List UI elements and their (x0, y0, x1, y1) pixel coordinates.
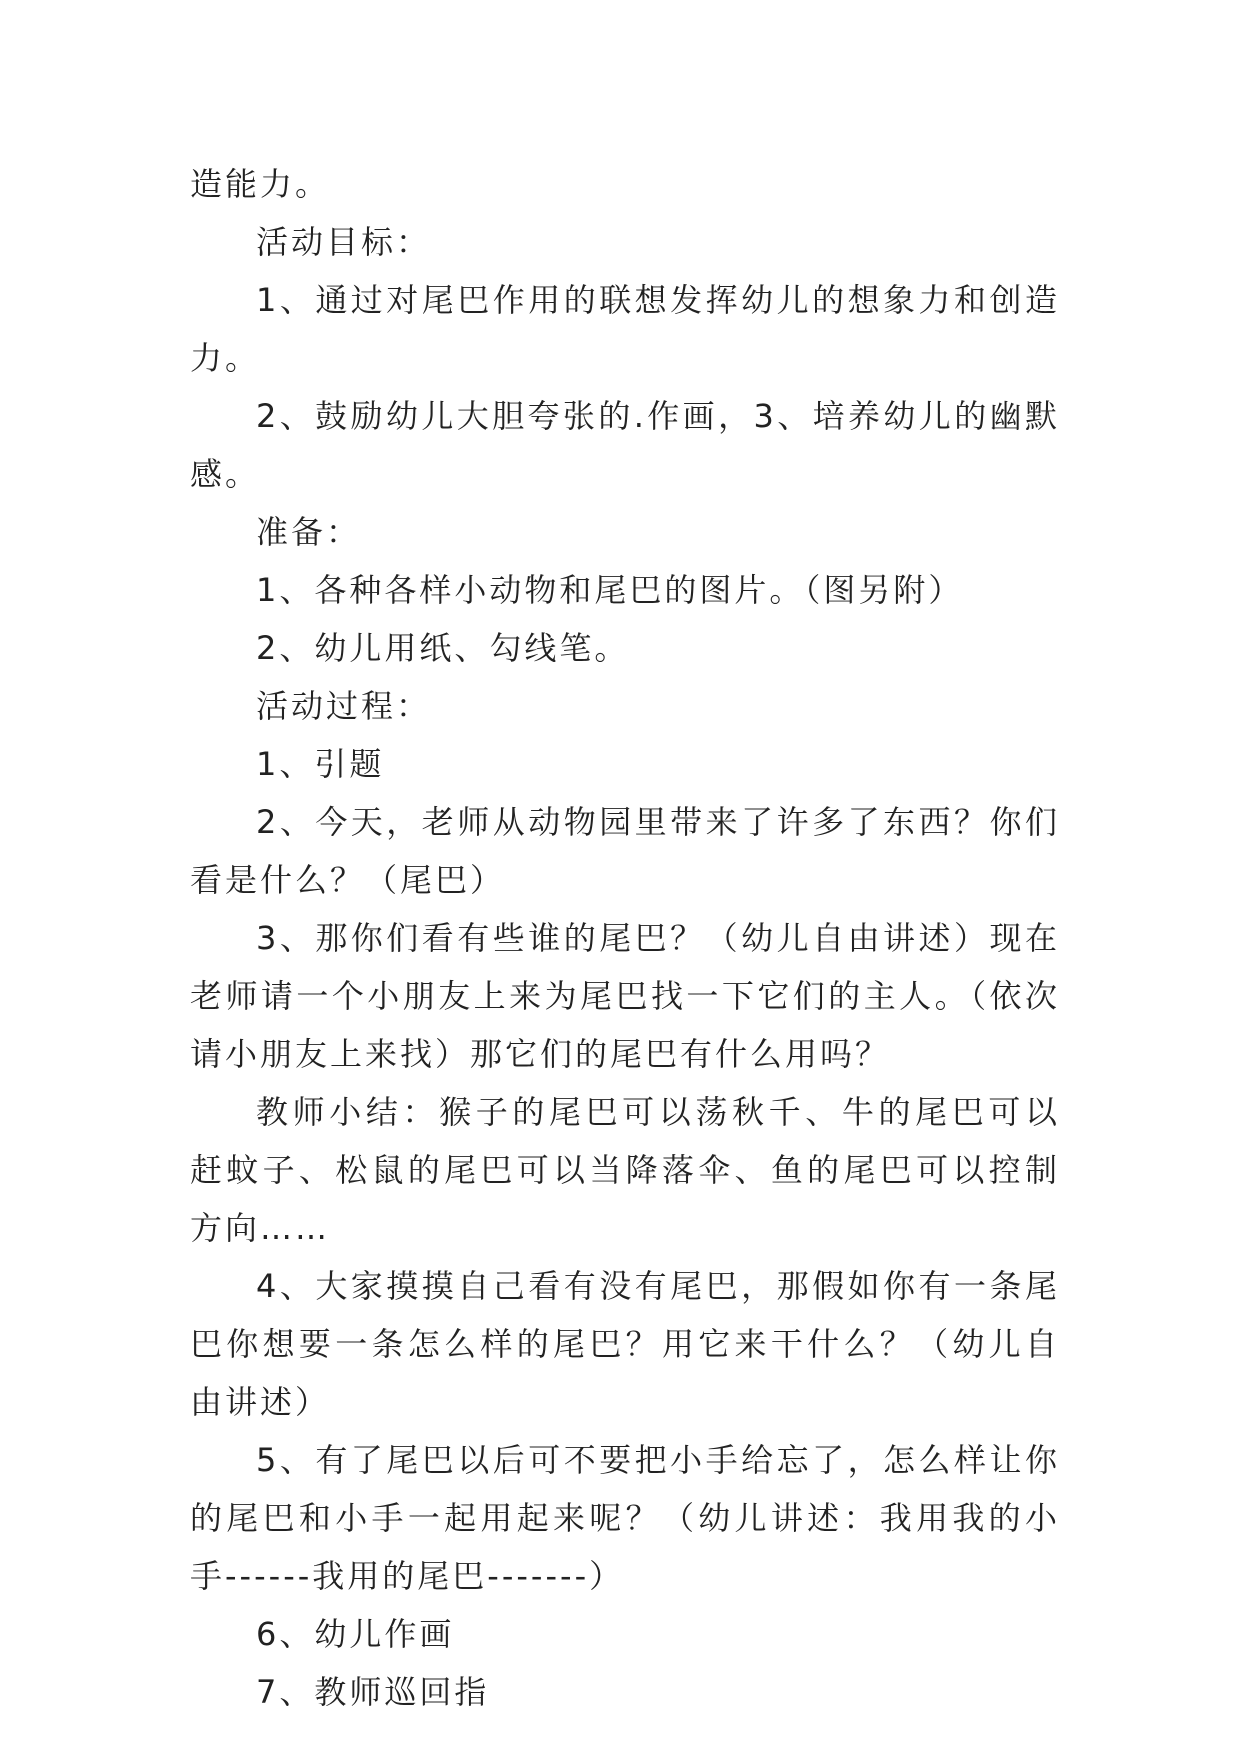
paragraph: 造能力。 (190, 165, 331, 203)
paragraph: 1、引题 (256, 745, 385, 783)
paragraph: 准备： (256, 513, 362, 551)
paragraph: 3、那你们看有些谁的尾巴？（幼儿自由讲述）现在老师请一个小朋友上来为尾巴找一下它们的主人。（依次请小朋友上来找）那它们的尾巴有什么用吗？ (190, 919, 1060, 1073)
paragraph: 2、鼓励幼儿大胆夸张的.作画，3、培养幼儿的幽默感。 (190, 397, 1060, 493)
paragraph: 5、有了尾巴以后可不要把小手给忘了，怎么样让你的尾巴和小手一起用起来呢？（幼儿讲述：我用我的小手------我用的尾巴-------） (190, 1441, 1060, 1595)
paragraph: 2、幼儿用纸、勾线笔。 (256, 629, 630, 667)
paragraph: 1、通过对尾巴作用的联想发挥幼儿的想象力和创造力。 (190, 281, 1060, 377)
paragraph: 教师小结：猴子的尾巴可以荡秋千、牛的尾巴可以赶蚊子、松鼠的尾巴可以当降落伞、鱼的尾巴可以控制方向…… (190, 1093, 1060, 1247)
paragraph: 6、幼儿作画 (256, 1615, 455, 1653)
paragraph: 4、大家摸摸自己看有没有尾巴，那假如你有一条尾巴你想要一条怎么样的尾巴？用它来干什么？（幼儿自由讲述） (190, 1267, 1060, 1421)
paragraph: 2、今天，老师从动物园里带来了许多了东西？你们看是什么？（尾巴） (190, 803, 1060, 899)
paragraph: 活动目标： (256, 223, 432, 261)
paragraph: 活动过程： (256, 687, 432, 725)
paragraph: 7、教师巡回指 (256, 1673, 490, 1711)
paragraph: 1、各种各样小动物和尾巴的图片。（图另附） (256, 571, 964, 609)
document-body (190, 155, 1060, 1721)
